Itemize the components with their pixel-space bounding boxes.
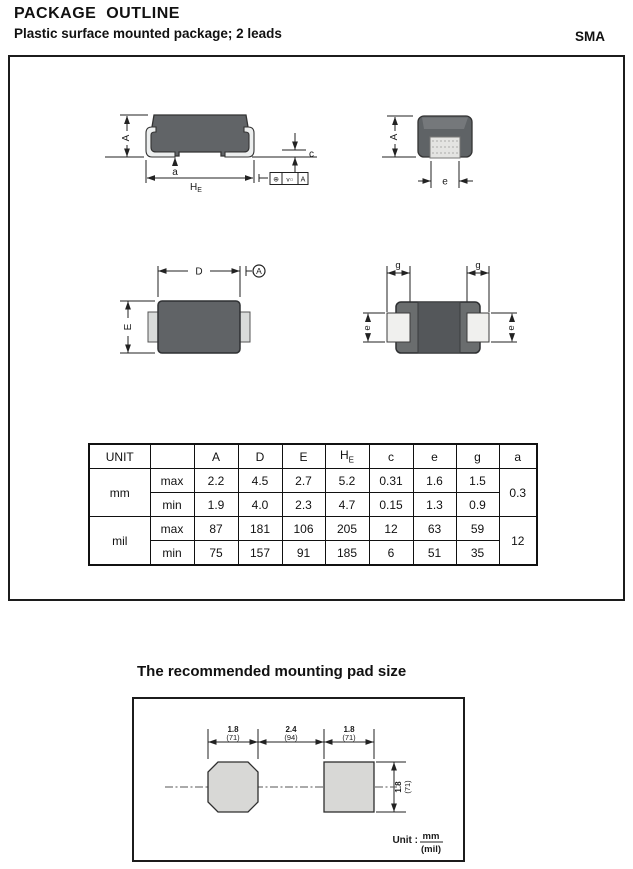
package-body-top: [158, 301, 240, 353]
dim-label-HE: $H_E$: [190, 182, 202, 194]
pad-dim-mid-mil: (94): [284, 733, 298, 742]
cell-value: 0.15: [369, 493, 413, 517]
blank-header-cell: [150, 444, 194, 469]
cell-value: 181: [238, 517, 282, 541]
cell-value: 0.31: [369, 469, 413, 493]
header-D: D: [238, 444, 282, 469]
table-row-mm-max: [89, 469, 537, 493]
cell-value: 106: [282, 517, 325, 541]
lead-end-view: [430, 137, 460, 158]
mm-min-label: min: [150, 493, 194, 517]
header-c: c: [369, 444, 413, 469]
mil-max-label: max: [150, 517, 194, 541]
dim-label-e-left: e: [362, 325, 373, 331]
tolerance-symbol: ⊕: [273, 176, 279, 184]
unit-header-cell: UNIT: [89, 444, 150, 469]
header-a: a: [499, 444, 537, 469]
cell-value: 5.2: [325, 469, 369, 493]
header-g: g: [456, 444, 499, 469]
cell-value: 4.5: [238, 469, 282, 493]
dim-label-e-right: e: [506, 325, 517, 331]
top-view-drawing: [118, 263, 283, 363]
cell-value: 2.7: [282, 469, 325, 493]
package-name: SMA: [575, 29, 605, 44]
unit-mil: mil: [89, 517, 150, 566]
dim-label-g-left: g: [395, 260, 401, 271]
cell-value: 1.9: [194, 493, 238, 517]
table-header-row: [89, 444, 537, 469]
cell-value: 75: [194, 541, 238, 566]
cell-value: 1.6: [413, 469, 456, 493]
unit-numerator: mm: [422, 831, 440, 842]
cell-value-a-mm: 0.3: [499, 469, 537, 517]
unit-mm: mm: [89, 469, 150, 517]
dimension-table: [88, 443, 538, 566]
mounting-pad-panel: [132, 697, 465, 862]
cell-value: 205: [325, 517, 369, 541]
tolerance-value: v○: [286, 176, 294, 184]
end-view-drawing: [378, 103, 498, 198]
dim-label-g-right: g: [475, 260, 481, 271]
mounting-pad-title: The recommended mounting pad size: [137, 663, 407, 680]
cell-value: 1.5: [456, 469, 499, 493]
unit-denominator: (mil): [420, 844, 442, 855]
cell-value: 4.0: [238, 493, 282, 517]
header-A: A: [194, 444, 238, 469]
dim-label-D: D: [195, 266, 203, 278]
mm-max-label: max: [150, 469, 194, 493]
pad-dim-right-mil: (71): [342, 733, 356, 742]
pad-left: [208, 762, 258, 812]
table-row-mil-max: [89, 517, 537, 541]
body-top-highlight: [422, 118, 468, 130]
cell-value: 63: [413, 517, 456, 541]
pad-dim-height-mil: (71): [403, 780, 412, 794]
header-HE: $H_E$: [325, 444, 369, 469]
side-view-drawing: [98, 103, 323, 198]
tolerance-datum: A: [300, 176, 306, 184]
pad-right: [324, 762, 374, 812]
tolerance-frame: [270, 173, 308, 185]
pad-left-bottom-view: [387, 313, 410, 342]
dim-label-E: E: [123, 323, 134, 331]
dim-label-e-end: e: [442, 176, 448, 188]
dim-label-c: c: [309, 149, 314, 160]
pad-dim-left-mil: (71): [226, 733, 240, 742]
pad-dim-right-mm: 1.8: [343, 725, 355, 734]
dim-label-A-end: A: [389, 133, 400, 141]
pad-dim-height-mm: 1.8: [394, 781, 403, 793]
header-E: E: [282, 444, 325, 469]
cell-value: 157: [238, 541, 282, 566]
mil-min-label: min: [150, 541, 194, 566]
cell-value: 12: [369, 517, 413, 541]
cell-value: 6: [369, 541, 413, 566]
bottom-view-drawing: [360, 258, 530, 363]
pad-right-bottom-view: [467, 313, 489, 342]
datum-label: A: [256, 266, 262, 276]
cell-value: 59: [456, 517, 499, 541]
cell-value: 2.3: [282, 493, 325, 517]
table-row-mm-min: [89, 493, 537, 517]
body-center-block: [418, 302, 460, 353]
unit-note: [392, 831, 443, 855]
cell-value: 91: [282, 541, 325, 566]
pad-dim-height: [394, 780, 412, 794]
page-subtitle: Plastic surface mounted package; 2 leads: [14, 26, 282, 41]
mounting-pad-drawing: [134, 699, 463, 860]
cell-value: 87: [194, 517, 238, 541]
cell-value-a-mil: 12: [499, 517, 537, 566]
cell-value: 35: [456, 541, 499, 566]
cell-value: 185: [325, 541, 369, 566]
pad-dim-mid-mm: 2.4: [285, 725, 297, 734]
cell-value: 2.2: [194, 469, 238, 493]
dim-label-A-side: A: [121, 134, 132, 142]
cell-value: 1.3: [413, 493, 456, 517]
page-title: PACKAGE OUTLINE: [14, 5, 180, 22]
table-row-mil-min: [89, 541, 537, 566]
dim-label-a: a: [172, 167, 178, 178]
header-e: e: [413, 444, 456, 469]
cell-value: 51: [413, 541, 456, 566]
cell-value: 0.9: [456, 493, 499, 517]
package-body-side: [150, 115, 250, 156]
unit-prefix: Unit :: [392, 835, 418, 846]
pad-dim-left-mm: 1.8: [227, 725, 239, 734]
cell-value: 4.7: [325, 493, 369, 517]
